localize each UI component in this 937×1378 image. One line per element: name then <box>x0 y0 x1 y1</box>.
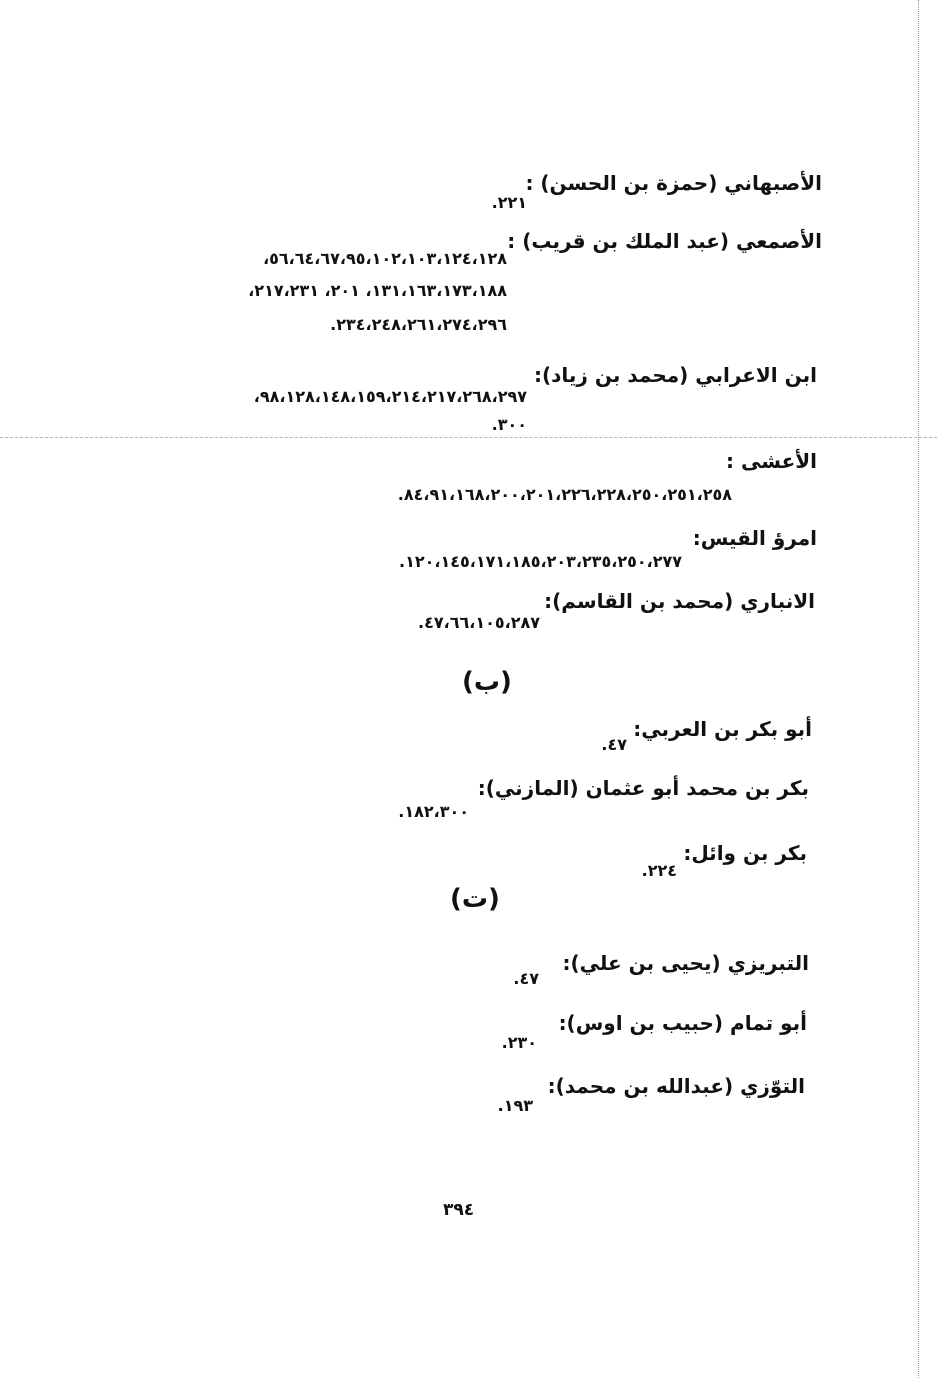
entry-pages-line-1: ٥٦،٦٤،٦٧،٩٥،١٠٢،١٠٣،١٢٤،١٢٨، <box>263 249 507 268</box>
entry-pages-line-3: ٢٣٤،٢٤٨،٢٦١،٢٧٤،٢٩٦. <box>330 315 507 334</box>
index-entry-asmai <box>142 228 822 348</box>
index-entry-anbari <box>135 588 815 638</box>
entry-pages-line-1: ٩٨،١٢٨،١٤٨،١٥٩،٢١٤،٢١٧،٢٦٨،٢٩٧، <box>253 387 527 406</box>
entry-name: امرؤ القيس: <box>692 526 817 550</box>
entry-pages-line-2: ١٣١،١٦٣،١٧٣،١٨٨، ٢٠١، ٢١٧،٢٣١، <box>248 281 507 300</box>
index-entry-tawwazi <box>305 1073 805 1118</box>
index-entry-abu-bakr-ibn-alarabi <box>312 716 812 766</box>
entry-name: التوّزي (عبدالله بن محمد): <box>547 1074 805 1098</box>
index-entry-tabrizi <box>309 950 809 995</box>
entry-pages-line-2: ٣٠٠. <box>491 415 527 434</box>
entry-pages: ٤٧،٦٦،١٠٥،٢٨٧. <box>418 613 540 632</box>
letter-heading-baa: (ب) <box>462 667 512 697</box>
entry-name: ابن الاعرابي (محمد بن زياد): <box>533 363 817 387</box>
index-entry-abu-tammam <box>307 1010 807 1055</box>
entry-pages: ٤٧. <box>601 735 627 754</box>
index-entry-mazini <box>129 775 809 825</box>
entry-pages: ٨٤،٩١،١٦٨،٢٠٠،٢٠١،٢٢٦،٢٢٨،٢٥٠،٢٥١،٢٥٨. <box>397 485 732 504</box>
entry-name: الأعشى : <box>726 449 817 473</box>
index-entry-bakr-ibn-wail <box>307 840 807 885</box>
letter-heading-taa: (ت) <box>450 884 500 914</box>
page-number: ٣٩٤ <box>443 1200 475 1220</box>
entry-pages: ١٢٠،١٤٥،١٧١،١٨٥،٢٠٣،٢٣٥،٢٥٠،٢٧٧. <box>399 552 682 571</box>
entry-name: بكر بن محمد أبو عثمان (المازني): <box>477 776 809 800</box>
entry-pages: ٢٢١. <box>491 193 527 212</box>
index-entry-ibn-alarabi <box>137 362 817 432</box>
index-entry-isfahani <box>462 170 822 220</box>
entry-pages: ٢٣٠. <box>501 1033 537 1052</box>
entry-pages: ٢٢٤. <box>641 861 677 880</box>
entry-name: التبريزي (يحيى بن علي): <box>562 951 809 975</box>
entry-pages: ١٩٣. <box>497 1096 533 1115</box>
scan-fold-line <box>0 437 937 438</box>
entry-name: بكر بن وائل: <box>683 841 807 865</box>
index-entry-imru-alqays <box>137 525 817 575</box>
entry-name: الأصمعي (عبد الملك بن قريب) : <box>507 229 822 253</box>
entry-pages: ٤٧. <box>513 969 539 988</box>
entry-name: الانباري (محمد بن القاسم): <box>544 589 815 613</box>
entry-pages: ١٨٢،٣٠٠. <box>398 802 469 821</box>
entry-name: أبو بكر بن العربي: <box>633 717 812 741</box>
entry-name: الأصبهاني (حمزة بن الحسن) : <box>525 171 822 195</box>
index-entry-asha <box>137 448 817 512</box>
entry-name: أبو تمام (حبيب بن اوس): <box>558 1011 807 1035</box>
page-edge <box>918 0 919 1378</box>
